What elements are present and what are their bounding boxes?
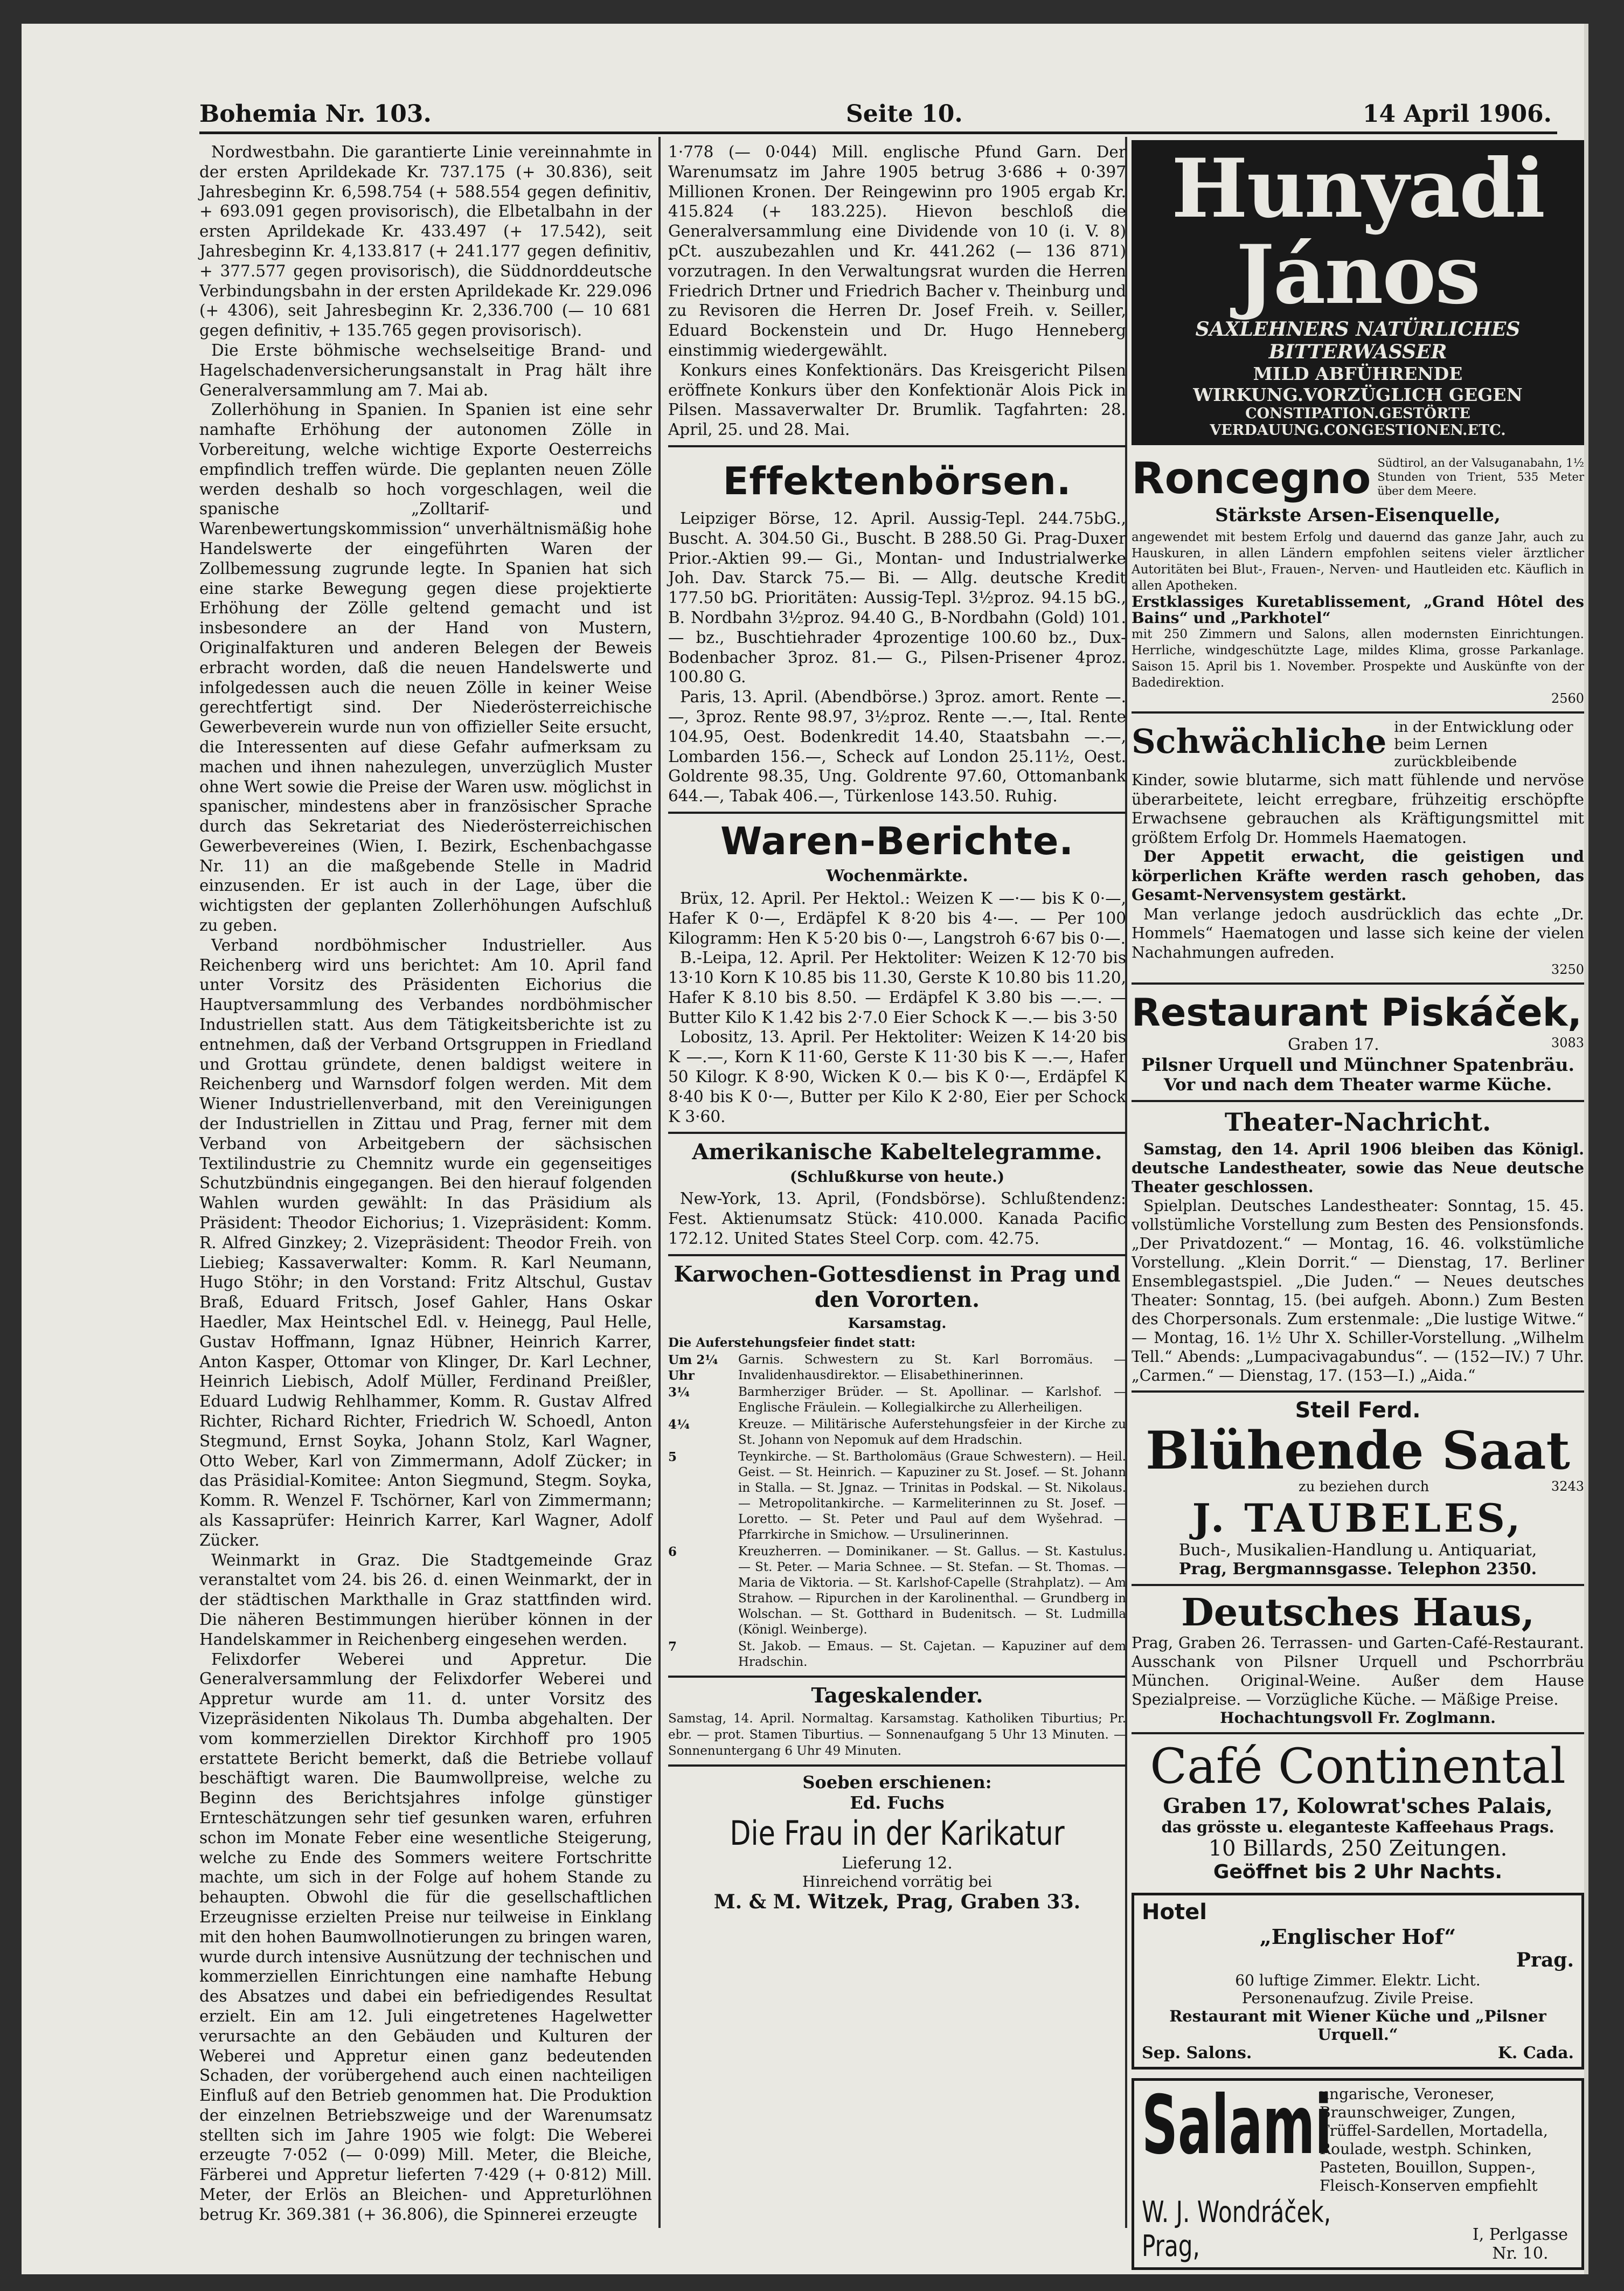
ad-rule: [1132, 982, 1584, 985]
theater-nachricht: [1132, 1108, 1584, 1385]
ad-bluehende-saat: [1132, 1398, 1584, 1579]
haematogen-text-2: Der Appetit erwacht, die geistigen und körperlichen Kräfte werden rasch gehoben, das Gesamt-Nervensystem gestärkt.: [1132, 847, 1584, 904]
boerse-paris: Paris, 13. April. (Abendbörse.) 3proz. amort. Rente —.—, 3proz. Rente 98.97, 3½proz. Rente —.—, Ital. Rente 104.95, Oest. Bodenkredit 14.40, Staatsbahn —.—, Lombarden 156.—, Scheck auf London 25.11½, Oest. Goldrente 98.35, Ung. Goldrente 97.60, Ottomanbank 644.—, Tabak 406.—, Türkenlose 143.50. Ruhig.: [668, 688, 1126, 806]
column-3: [1132, 141, 1584, 2263]
fuchs-author: Ed. Fuchs: [850, 1792, 945, 1813]
haematogen-title: Schwächliche: [1132, 722, 1387, 761]
column-2: [668, 142, 1126, 2244]
gottesdienst-intro: Die Auferstehungsfeier findet statt:: [668, 1335, 915, 1350]
tageskalender-text: Samstag, 14. April. Normaltag. Karsamstag. Katholiken Tiburtius; Pr. ebr. — prot. Stamen Tiburtius. — Sonnenaufgang 5 Uhr 13 Minuten. — Sonnenuntergang 6 Uhr 49 Minuten.: [668, 1711, 1126, 1758]
hotel-name: „Englischer Hof“: [1259, 1925, 1456, 1949]
column-divider: [658, 137, 661, 2228]
ad-rule: [1132, 1584, 1584, 1586]
gottesdienst-time: 7: [668, 1639, 677, 1654]
markt-lobositz: Lobositz, 13. April. Per Hektoliter: Weizen K 14·20 bis K —.—, Korn K 11·60, Gerste K 11·30 bis K —.—, Hafer 50 Kilogr. K 8·90, Wicken K 0.— bis K 0·—, Erdäpfel K 8·40 bis K 0·—, Butter per Kilo K 2·80, Eier per Schock K 3·60.: [668, 1028, 1126, 1126]
article-weinmarkt: Weinmarkt in Graz. Die Stadtgemeinde Graz veranstaltet vom 24. bis 26. d. einen Weinmarkt, der in der städtischen Markthalle in Graz stattfinden wird. Die näheren Bestimmungen hierüber können in der Handelskammer in Reichenberg eingesehen werden.: [199, 1551, 652, 1649]
article-zollerhoehung: Zollerhöhung in Spanien. In Spanien ist eine sehr namhafte Erhöhung der autonomen Zölle in Vorbereitung, welche wichtige Exporte Oesterreichs empfindlich treffen würde. Die geplanten neuen Zölle werden deshalb so hoch vorgeschlagen, weil die spanische „Zolltarif- und Warenbewertungskommission“ unverhältnismäßig hohe Handelswerte der eingeführten Waren der Zollbemessung zugrunde legte. In Spanien hat sich eine starke Bewegung gegen diese projektierte Erhöhung der Zölle geltend gemacht und ist insbesondere an der Hand von Mustern, Originalfakturen und anderen Belegen der Beweis erbracht worden, daß die neuen Handelswerte und infolgedessen auch die neuen Zölle in keiner Weise gerechtfertigt sind. Der Niederösterreichische Gewerbeverein wurde nun von offizieller Seite ersucht, die Interessenten auf diese Gefahr aufmerksam zu machen und ihnen nahezulegen, unverzüglich Muster ohne Wert sowie die Preise der Waren usw. möglichst in spanischer, mindestens aber in französischer Sprache durch das Sekretariat des Niederösterreichischen Gewerbevereines (Wien, I. Bezirk, Eschenbachgasse Nr. 11) an die maßgebende Stelle in Madrid einzusenden. Er ist auch in der Lage, über die wichtigsten der geplanten Zollerhöhungen Aufschluß zu geben.: [199, 400, 652, 935]
cafe-line-2: das grösste u. eleganteste Kaffeehaus Prags.: [1161, 1818, 1554, 1836]
hotel-owner: K. Cada.: [1497, 2044, 1574, 2062]
roncegno-subtitle: Stärkste Arsen-Eisenquelle,: [1215, 504, 1501, 526]
section-title-kabeltelegramme: Amerikanische Kabeltelegramme.: [692, 1139, 1102, 1165]
fuchs-vorraetig: Hinreichend vorrätig bei: [802, 1872, 993, 1891]
ad-restaurant-piskacek: [1132, 990, 1584, 1095]
roncegno-text-2: Erstklassiges Kuretablissement, „Grand Hôtel des Bains“ und „Parkhotel“: [1132, 593, 1584, 627]
ad-hotel-englischer-hof: [1132, 1893, 1584, 2069]
deutsches-haus-title: Deutsches Haus,: [1181, 1590, 1535, 1635]
restaurant-number: 3083: [1551, 1035, 1584, 1050]
article-felixdorfer-cont: 1·778 (— 0·044) Mill. englische Pfund Garn. Der Warenumsatz im Jahre 1905 betrug 3·686 + 0·397 Millionen Kronen. Der Reingewinn pro 1905 ergab Kr. 415.824 (+ 183.225). Hievon beschloß die Generalversammlung eine Dividende von 10 (i. V. 8) pCt. auszubezahlen und Kr. 441.262 (— 136 871) vorzutragen. In den Verwaltungsrat wurden die Herren Friedrich Drtner und Friedrich Bacher v. Theinburg und zu Revisoren die Herren Dr. Josef Freih. v. Seiller, Eduard Bockenstein und Dr. Hugo Henneberg einstimmig wiedergewählt.: [668, 143, 1126, 359]
article-konkurs: Konkurs eines Konfektionärs. Das Kreisgericht Pilsen eröffnete Konkurs über den Konfektionär Alois Pick in Pilsen. Massaverwalter Dr. Brumlik. Tagfahrten: 28. April, 25. und 28. Mai.: [668, 361, 1126, 439]
section-title-tageskalender: Tageskalender.: [811, 1683, 983, 1707]
deutsches-haus-text: Prag, Graben 26. Terrassen- und Garten-Café-Restaurant. Ausschank von Pilsner Urquell und Pschorrbräu München. Original-Weine. Außer dem Hause Spezialpreise. — Vorzügliche Küche. — Mäßige Preise.: [1132, 1634, 1584, 1708]
gottesdienst-churches: Kreuze. — Militärische Auferstehungsfeier in der Kirche zu St. Johann von Nepomuk auf dem Hradschin.: [738, 1417, 1126, 1447]
roncegno-number: 2560: [1551, 691, 1584, 706]
boerse-leipzig: Leipziger Börse, 12. April. Aussig-Tepl. 244.75bG., Buscht. A. 304.50 Gi., Buscht. B 288.50 Gi. Prag-Duxer Prior.-Aktien 99.— Gi., Montan- und Industrialwerke Joh. Dav. Starck 75.— Bi. — Allg. deutsche Kredit 177.50 bG. Prioritäten: Aussig-Tepl. 3½proz. 94.15 bG., B. Nordbahn 3½proz. 94.40 G., B-Nordbahn (Gold) 101.— bz., Buschtiehrader 4prozentige 100.60 bz., Dux-Bodenbacher 3proz. 81.— G., Pilsen-Prisener 4proz. 100.80 G.: [668, 509, 1126, 687]
restaurant-line-2: Vor und nach dem Theater warme Küche.: [1163, 1075, 1552, 1095]
fuchs-book-title: Die Frau in der Karikatur: [730, 1813, 1065, 1853]
fuchs-erschienen: Soeben erschienen:: [802, 1771, 992, 1792]
gottesdienst-time: 5: [668, 1449, 677, 1464]
gottesdienst-row: [668, 1639, 1126, 1670]
taubeles-title: J. TAUBELES,: [1192, 1495, 1524, 1541]
gottesdienst-churches: Kreuzherren. — Dominikaner. — St. Gallus. — St. Kastulus. — St. Peter. — Maria Schnee. — St. Stefan. — St. Thomas. — Maria de Viktoria. — St. Karlshof-Capelle (Strahplatz). — Am Strahow. — Ripurchen in der Karolinenthal. — Grundberg in Wolschan. — St. Gotthard in Budenitsch. — St. Ludmilla (Königl. Weinberge).: [738, 1544, 1126, 1637]
section-rule: [668, 1676, 1126, 1678]
gottesdienst-time: 6: [668, 1544, 677, 1559]
gottesdienst-time: 4¼: [668, 1417, 690, 1432]
ad-rule: [1132, 1390, 1584, 1393]
ad-roncegno: [1132, 453, 1584, 706]
hunyadi-line-2: MILD ABFÜHRENDE WIRKUNG.VORZÜGLICH GEGEN: [1193, 363, 1523, 405]
gottesdienst-row: [668, 1449, 1126, 1543]
gottesdienst-churches: St. Jakob. — Emaus. — St. Cajetan. — Kapuziner auf dem Hradschin.: [738, 1639, 1126, 1669]
section-title-karwochen: Karwochen-Gottesdienst in Prag und den Vororten.: [674, 1261, 1121, 1312]
salami-firm: W. J. Wondráček, Prag,: [1142, 2195, 1331, 2263]
taubeles-line-2: Prag, Bergmannsgasse. Telephon 2350.: [1178, 1560, 1537, 1579]
gottesdienst-row: [668, 1352, 1126, 1383]
saat-title: Blühende Saat: [1146, 1420, 1570, 1481]
article-nordwestbahn: Nordwestbahn. Die garantierte Linie vereinnahmte in der ersten Aprildekade Kr. 737.175 (+ 30.836), seit Jahresbeginn Kr. 6,598.754 (+ 588.554 gegen definitiv, + 693.091 gegen provisorisch), die Elbetalbahn in der ersten Aprildekade Kr. 433.497 (+ 17.542), seit Jahresbeginn Kr. 4,133.817 (+ 241.177 gegen definitiv, + 377.577 gegen provisorisch), die Süddnorddeutsche Verbindungsbahn in der ersten Aprildekade Kr. 229.096 (+ 4306), seit Jahresbeginn Kr. 2,336.700 (— 10 681 gegen definitiv, + 135.765 gegen provisorisch).: [199, 143, 652, 340]
gottesdienst-churches: Garnis. Schwestern zu St. Karl Borromäus. — Invalidenhausdirektor. — Elisabethinerinnen.: [738, 1352, 1126, 1382]
gottesdienst-churches: Teynkirche. — St. Bartholomäus (Graue Schwestern). — Heil. Geist. — St. Heinrich. — Kapuziner zu St. Josef. — St. Johann in Stalla. — St. Jgnaz. — Trinitas in Podskal. — St. Nikolaus. — Metropolitankirche. — Karmeliterinnen zu St. Josef. — Loretto. — St. Peter und Paul auf dem Wyšehrad. — Pfarrkirche in Smichow. — Ursulinerinnen.: [738, 1449, 1126, 1542]
ad-cafe-continental: [1132, 1740, 1584, 1883]
saat-bezug: zu beziehen durch: [1299, 1479, 1429, 1495]
gottesdienst-row: [668, 1544, 1126, 1638]
section-rule: [668, 812, 1126, 814]
page-header: [199, 78, 1557, 134]
saat-author: Steil Ferd.: [1295, 1398, 1421, 1423]
section-rule: [668, 445, 1126, 447]
roncegno-location: Südtirol, an der Valsuganabahn, 1½ Stunden von Trient, 535 Meter über dem Meere.: [1377, 456, 1584, 497]
ad-hunyadi-janos: [1132, 140, 1584, 445]
cafe-line-4: Geöffnet bis 2 Uhr Nachts.: [1213, 1861, 1503, 1883]
theater-closed-notice: Samstag, den 14. April 1906 bleiben das Königl. deutsche Landestheater, sowie das Neue deutsche Theater geschlossen.: [1132, 1140, 1584, 1196]
gottesdienst-row: [668, 1417, 1126, 1448]
section-title-warenberichte: Waren-Berichte.: [720, 819, 1074, 863]
section-rule: [668, 1764, 1126, 1767]
haematogen-text-1: Kinder, sowie blutarme, sich matt fühlende und nervöse überarbeitete, leicht erregbare, frühzeitig erschöpfte Erwachsene gebrauchen als Kräftigungsmittel mit größtem Erfolg Dr. Hommels Haematogen.: [1132, 771, 1584, 847]
hotel-line-3: Restaurant mit Wiener Küche und „Pilsner Urquell.“: [1169, 2007, 1546, 2044]
theater-spielplan: Spielplan. Deutsches Landestheater: Sonntag, 15. 45. vollstümliche Vorstellung zum Besten des Pensionsfonds. „Der Privatdozent.“ — Montag, 16. 46. volkstümliche Vorstellung. „Klein Dorrit.“ — Dienstag, 17. Berliner Ensemblegastspiel. „Die Juden.“ — Neues deutsches Theater: Sonntag, 15. (bei aufgeh. Abonn.) Zum Besten des Chorpersonals. Zum erstenmale: „Die lustige Witwe.“ — Montag, 16. 1½ Uhr X. Schiller-Vorstellung. „Wilhelm Tell.“ Abends: „Lumpacivagabundus“. — (152—IV.) 7 Uhr. „Carmen.“ — Dienstag, 17. (153—I.) „Aida.“: [1132, 1197, 1584, 1385]
ad-rule: [1132, 711, 1584, 714]
salami-title: Salami: [1142, 2079, 1332, 2172]
ad-rule: [1132, 1732, 1584, 1734]
article-brandversicherung: Die Erste böhmische wechselseitige Brand- und Hagelschadenversicherungsanstalt in Prag hält ihre Generalversammlung am 7. Mai ab.: [199, 341, 652, 399]
hotel-city: Prag.: [1516, 1949, 1574, 1971]
gottesdienst-list: [668, 1352, 1126, 1670]
markt-bruex: Brüx, 12. April. Per Hektol.: Weizen K —·— bis K 0·—, Hafer K 0·—, Erdäpfel K 8·20 bis 4·—. — Per 100 Kilogramm: Hen K 5·20 bis 0·—, Langstroh 6·67 bis 0·—.: [668, 889, 1126, 947]
newspaper-page: [22, 24, 1584, 2274]
section-rule: [668, 1254, 1126, 1256]
article-verband-industrieller: Verband nordböhmischer Industrieller. Aus Reichenberg wird uns berichtet: Am 10. April fand unter Vorsitz des Präsidenten Eichorius die Hauptversammlung des Verbandes nordböhmischer Industriellen statt. Aus dem Tätigkeitsberichte ist zu entnehmen, daß der Verband Ortsgruppen in Friedland und Grottau gründete, denen baldigst weitere in Reichenberg und Warnsdorf folgen werden. Mit dem Wiener Industriellenverband, mit den Vereinigungen der Industriellen in Zittau und Prag, ferner mit dem Verband von Arbeitgebern der sächsischen Textilindustrie zu Chemnitz wurde ein gegenseitiges Schutzbündnis eingegangen. Bei den hierauf folgenden Wahlen wurden gewählt: In das Präsidium als Präsident: Theodor Eichorius; 1. Vizepräsident: Komm. R. Alfred Ginzkey; 2. Vizepräsident: Theodor Freih. von Liebieg; Kassaverwalter: Komm. R. Karl Neumann, Hugo Stöhr; in den Vorstand: Fritz Altschul, Gustav Braß, Eduard Fritsch, Josef Gahler, Hans Oskar Haedler, Max Heintschel Edl. v. Heinegg, Paul Helle, Gustav Hoffmann, Ignaz Hübner, Heinrich Karrer, Anton Kasper, Ottomar von Klinger, Dr. Karl Lechner, Heinrich Liebisch, Adolf Müller, Ferdinand Preißler, Eduard Ludwig Rehlhammer, Komm. R. Gustav Alfred Richter, Richard Richter, Friedrich W. Schoedl, Anton Stegmund, Ernst Soyka, Johann Stolz, Karl Wagner, Otto Weber, Karl von Zimmermann, Adolf Zücker; in das Präsidial-Komitee: Anton Siegmund, Stegm. Soyka, Komm. R. Wenzel F. Tschörner, Karl von Zimmermann; als Kassaprüfer: Heinrich Karrer, Karl Wagner, Adolf Zücker.: [199, 936, 652, 1549]
gottesdienst-time: 3¼: [668, 1385, 690, 1400]
fuchs-lieferung: Lieferung 12.: [842, 1853, 953, 1873]
issue-date: 14 April 1906.: [1362, 100, 1552, 128]
page-number: Seite 10.: [846, 100, 963, 128]
ad-haematogen: [1132, 719, 1584, 977]
ad-rule: [1132, 1100, 1584, 1102]
haematogen-text-3: Man verlange jedoch ausdrücklich das echte „Dr. Hommels“ Haematogen und lasse sich keine der vielen Nachahmungen aufreden.: [1132, 905, 1584, 961]
cafe-line-1: Graben 17, Kolowrat'sches Palais,: [1163, 1794, 1553, 1818]
subsection-schlusskurse: (Schlußkurse von heute.): [789, 1168, 1005, 1186]
haematogen-side: in der Entwicklung oder beim Lernen zurückbleibende: [1394, 719, 1573, 770]
section-title-effektenboersen: Effektenbörsen.: [723, 459, 1072, 503]
gottesdienst-row: [668, 1385, 1126, 1416]
ad-deutsches-haus: [1132, 1591, 1584, 1727]
theater-title: Theater-Nachricht.: [1224, 1108, 1491, 1137]
cafe-line-3: 10 Billards, 250 Zeitungen.: [1208, 1836, 1508, 1861]
salami-products: ungarische, Veroneser, Braunschweiger, Zungen, Trüffel-Sardellen, Mortadella, Roulade, westph. Schinken, Pasteten, Bouillon, Suppen-, Fleisch-Konserven empfiehlt: [1320, 2085, 1548, 2195]
roncegno-title: Roncegno: [1132, 453, 1371, 503]
markt-leipa: B.-Leipa, 12. April. Per Hektoliter: Weizen K 12·70 bis 13·10 Korn K 10.85 bis 11.30, Gerste K 10.80 bis 11.20, Hafer K 8.10 bis 8.50. — Erdäpfel K 3.80 bis —.—. — Butter Kilo K 1.42 bis 2·7.0 Eier Schock K —.— bis 3·50: [668, 949, 1126, 1027]
hotel-line-2: Personenaufzug. Zivile Preise.: [1241, 1989, 1474, 2007]
hotel-salons: Sep. Salons.: [1142, 2044, 1252, 2062]
article-felixdorfer: Felixdorfer Weberei und Appretur. Die Generalversammlung der Felixdorfer Weberei und Appretur wurde am 11. d. unter Vorsitz des Vizepräsidenten Nikolaus Th. Dumba abgehalten. Der vom kommerziellen Direktor Kirchhoff pro 1905 erstattete Bericht bemerkt, daß die Betriebe vollauf beschäftigt waren. Die Baumwollpreise, welche zu Beginn des Berichtsjahres infolge günstiger Ernteschätzungen sehr tief gesunken waren, erfuhren schon im Monate Feber eine wesentliche Steigerung, welche zu Ende des Sommers weitere Fortschritte machte, um sich in der Folge auf hohem Stande zu behaupten. Obwohl die für die gesellschaftlichen Erzeugnisse erzielten Preise nur teilweise in Einklang mit den hohen Baumwollnotierungen zu bringen waren, wurde durch intensive Ausnützung der technischen und kommerziellen Einrichtungen eine namhafte Hebung des Absatzes und dabei ein befriedigendes Resultat erzielt. Ein am 12. Juli eingetretenes Hagelwetter verursachte an den Gebäuden und Kulturen der Weberei und Appretur einen ganz bedeutenden Schaden, der vorübergehend auch einen nachteiligen Einfluß auf den Betrieb genommen hat. Die Produktion der einzelnen Betriebszweige und der Warenumsatz stellten sich im Jahre 1905 wie folgt: Die Weberei erzeugte 7·052 (— 0·099) Mill. Meter, die Bleiche, Färberei und Appretur lieferten 7·429 (+ 0·812) Mill. Meter, der Erlös an Bleichen- und Appreturlöhnen betrug Kr. 369.381 (+ 36.806), die Spinnerei erzeugte: [199, 1650, 652, 2224]
hunyadi-line-3: CONSTIPATION.GESTÖRTE VERDAUUNG.CONGESTIONEN.ETC.: [1210, 405, 1506, 439]
taubeles-line-1: Buch-, Musikalien-Handlung u. Antiquariat,: [1178, 1541, 1537, 1560]
fuchs-shop: M. & M. Witzek, Prag, Graben 33.: [713, 1890, 1081, 1913]
subsection-karsamstag: Karsamstag.: [848, 1315, 947, 1332]
hunyadi-title: Hunyadi János: [1171, 141, 1545, 322]
ad-salami: [1132, 2078, 1584, 2270]
hunyadi-line-1: SAXLEHNERS NATÜRLICHES BITTERWASSER: [1195, 318, 1521, 363]
cafe-title: Café Continental: [1150, 1738, 1566, 1795]
hotel-line-1: 60 luftige Zimmer. Elektr. Licht.: [1235, 1971, 1481, 1989]
column-1: [199, 142, 652, 2244]
restaurant-address: Graben 17.: [1288, 1035, 1379, 1054]
hotel-word: Hotel: [1142, 1900, 1207, 1925]
subsection-wochenmaerkte: Wochenmärkte.: [826, 866, 968, 885]
salami-address: I, Perlgasse Nr. 10.: [1472, 2225, 1568, 2263]
saat-number: 3243: [1551, 1479, 1584, 1494]
issue-number: Bohemia Nr. 103.: [199, 100, 432, 128]
deutsches-haus-sign: Hochachtungsvoll Fr. Zoglmann.: [1220, 1709, 1496, 1727]
restaurant-title: Restaurant Piskáček,: [1132, 991, 1582, 1035]
haematogen-number: 3250: [1551, 962, 1584, 977]
roncegno-text-3: mit 250 Zimmern und Salons, allen modernsten Einrichtungen. Herrliche, windgeschützte Lage, mildes Klima, grosse Parkanlage. Saison 15. April bis 1. November. Prospekte und Auskünfte von der Badedirektion.: [1132, 627, 1584, 690]
roncegno-text-1: angewendet mit bestem Erfolg und dauernd das ganze Jahr, auch zu Hauskuren, in allen Ländern empfohlen seitens vieler ärztlicher Autoritäten bei Blut-, Frauen-, Nerven- und Hautleiden etc. Käuflich in allen Apotheken.: [1132, 530, 1584, 593]
section-rule: [668, 1132, 1126, 1134]
gottesdienst-time: Um 2¼ Uhr: [668, 1352, 718, 1383]
kabel-newyork: New-York, 13. April, (Fondsbörse). Schlußtendenz: Fest. Aktienumsatz Stück: 410.000. Kanada Pacific 172.12. United States Steel Corp. com. 42.75.: [668, 1189, 1126, 1248]
restaurant-line-1: Pilsner Urquell und Münchner Spatenbräu.: [1141, 1054, 1574, 1075]
gottesdienst-churches: Barmherziger Brüder. — St. Apollinar. — Karlshof. — Englische Fräulein. — Kollegialkirche zu Allerheiligen.: [738, 1385, 1126, 1415]
